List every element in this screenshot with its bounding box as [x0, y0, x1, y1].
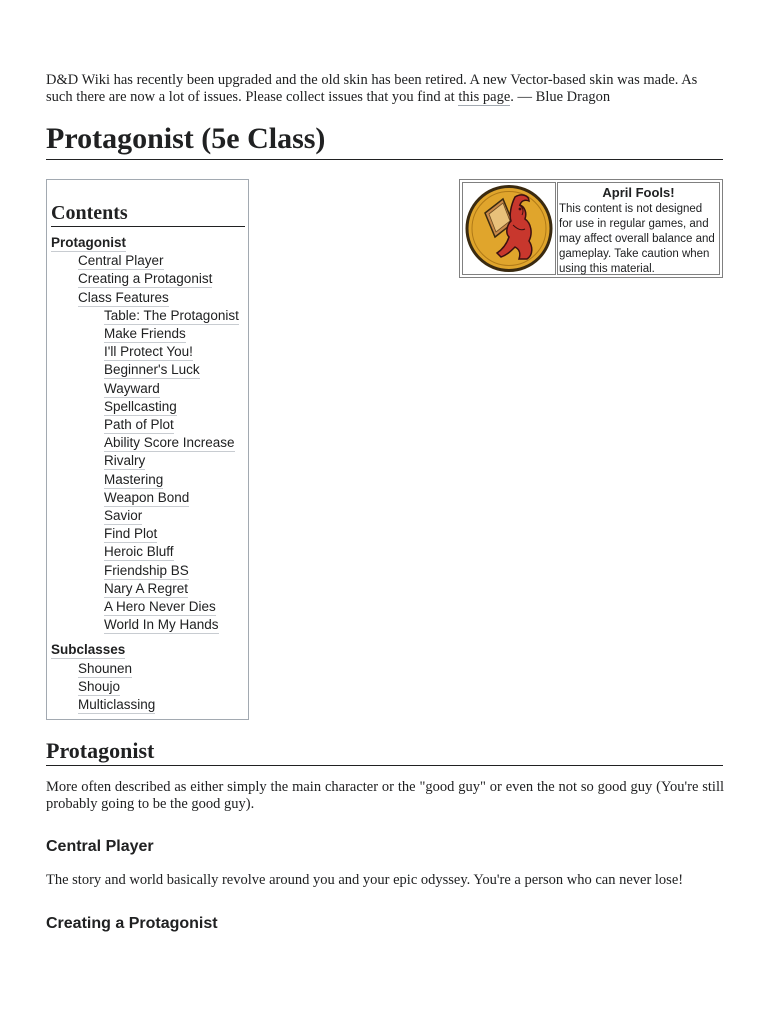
toc-item-a-hero-never-dies[interactable]: A Hero Never Dies [104, 599, 216, 614]
toc-item-heroic-bluff[interactable]: Heroic Bluff [104, 544, 174, 559]
toc-item-beginner-s-luck[interactable]: Beginner's Luck [104, 362, 200, 377]
site-notice-signature: . — Blue Dragon [510, 89, 611, 105]
toc-item-friendship-bs[interactable]: Friendship BS [104, 563, 189, 578]
toc-item-multiclassing[interactable]: Multiclassing [78, 697, 156, 712]
toc-item-shoujo[interactable]: Shoujo [78, 679, 121, 694]
toc-item-central-player[interactable]: Central Player [78, 253, 164, 268]
site-notice-text: D&D Wiki has recently been upgraded and the old skin has been retired. A new Vector-based skin was made. As such there are now a lot of issues. Please collect issues that you find at [46, 72, 698, 105]
toc-item-table-the-protagonist[interactable]: Table: The Protagonist [104, 308, 239, 323]
notice-body: This content is not designed for use in regular games, and may affect overall balance and gameplay. Take caution when using this material. [559, 203, 715, 275]
toc-item-subclasses[interactable]: Subclasses [51, 642, 126, 657]
toc-list [47, 180, 248, 719]
toc-item-find-plot[interactable]: Find Plot [104, 526, 158, 541]
april-fools-notice [459, 179, 723, 278]
toc-item-make-friends[interactable]: Make Friends [104, 326, 186, 341]
toc-item-world-in-my-hands[interactable]: World In My Hands [104, 617, 219, 632]
notice-text-cell [557, 182, 720, 275]
toc-item-weapon-bond[interactable]: Weapon Bond [104, 490, 190, 505]
page-title: Protagonist (5e Class) [46, 121, 723, 160]
toc-item-savior[interactable]: Savior [104, 508, 143, 523]
toc-item-protagonist[interactable]: Protagonist [51, 235, 127, 250]
notice-image-cell [462, 182, 556, 275]
toc-item-rivalry[interactable]: Rivalry [104, 453, 146, 468]
notice-title: April Fools! [602, 185, 675, 200]
site-notice [46, 72, 726, 106]
section-heading-creating-protagonist: Creating a Protagonist [46, 915, 218, 932]
table-of-contents [46, 179, 249, 720]
toc-item-mastering[interactable]: Mastering [104, 472, 164, 487]
section-heading-protagonist: Protagonist [46, 737, 723, 766]
section-text-protagonist: More often described as either simply the main character or the "good guy" or even the not so good guy (You're still probably going to be the good guy). [46, 779, 724, 812]
jester-emblem-icon [463, 183, 555, 274]
toc-item-ability-score-increase[interactable]: Ability Score Increase [104, 435, 235, 450]
toc-item-i-ll-protect-you[interactable]: I'll Protect You! [104, 344, 193, 359]
toc-item-path-of-plot[interactable]: Path of Plot [104, 417, 174, 432]
site-notice-link[interactable]: this page [458, 89, 511, 105]
toc-item-spellcasting[interactable]: Spellcasting [104, 399, 177, 414]
toc-title: Contents [51, 200, 245, 227]
toc-item-shounen[interactable]: Shounen [78, 661, 133, 676]
section-heading-central-player: Central Player [46, 838, 154, 855]
toc-item-wayward[interactable]: Wayward [104, 381, 160, 396]
toc-item-nary-a-regret[interactable]: Nary A Regret [104, 581, 189, 596]
toc-item-class-features[interactable]: Class Features [78, 290, 169, 305]
toc-item-creating-a-protagonist[interactable]: Creating a Protagonist [78, 271, 213, 286]
section-text-central-player: The story and world basically revolve around you and your epic odyssey. You're a person who can never lose! [46, 872, 684, 888]
